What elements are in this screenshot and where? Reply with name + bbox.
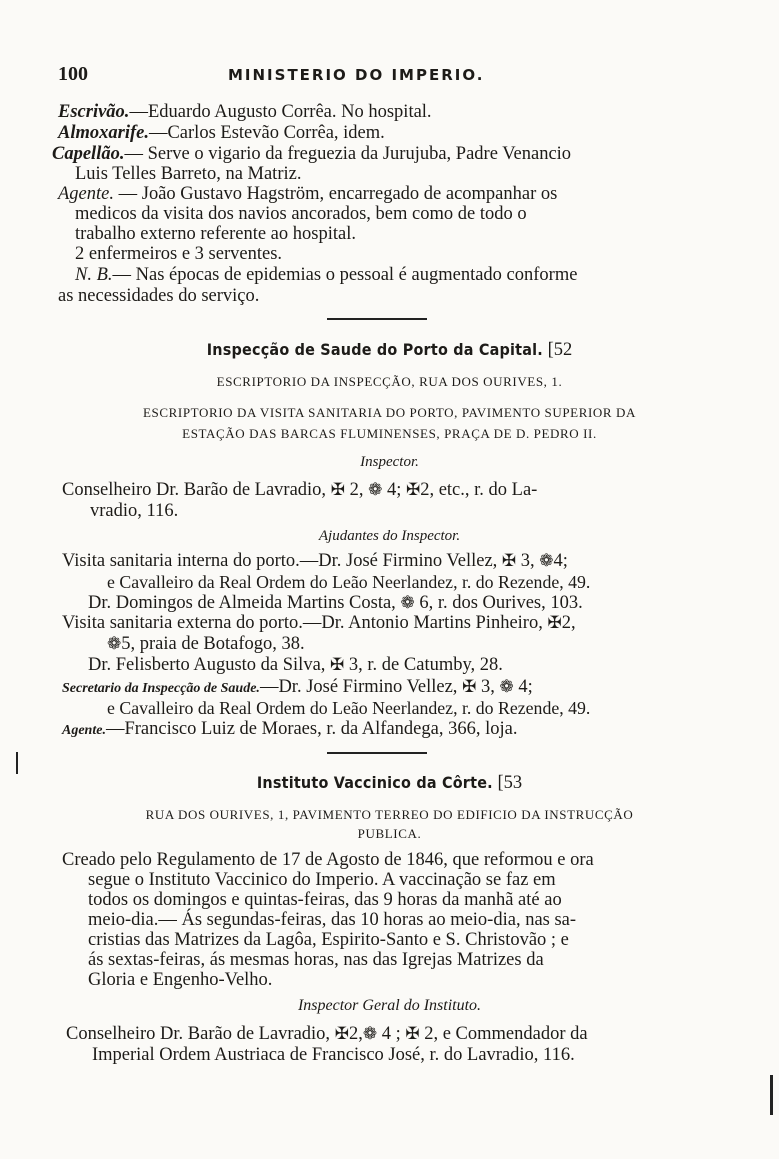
cross-icon: ✠ xyxy=(462,677,477,696)
escrivao-line: Escrivão.—Eduardo Augusto Corrêa. No hospital. xyxy=(58,102,432,122)
body-line-4: meio-dia.— Ás segundas-feiras, das 10 horas ao meio-dia, nas sa- xyxy=(88,910,577,930)
address-visita-2: ESTAÇÃO DAS BARCAS FLUMINENSES, PRAÇA DE D. PEDRO II. xyxy=(182,426,597,441)
divider-2 xyxy=(327,752,427,754)
address-vaccinico-1: RUA DOS OURIVES, 1, PAVIMENTO TERREO DO EDIFICIO DA INSTRUCÇÃO xyxy=(145,807,634,822)
inspector-geral-line-2: Imperial Ordem Austriaca de Francisco José, r. do Lavradio, 116. xyxy=(92,1045,575,1065)
inspector-line-1: Conselheiro Dr. Barão de Lavradio, ✠ 2, ❁ 4; ✠2, etc., r. do La- xyxy=(62,480,538,500)
cross-icon: ✠ xyxy=(405,480,421,499)
ajudante-line-5: ❁5, praia de Botafogo, 38. xyxy=(107,634,305,654)
agente-inspeccao-line: Agente.—Francisco Luiz de Moraes, r. da Alfandega, 366, loja. xyxy=(62,719,518,739)
agente-line-3: trabalho externo referente ao hospital. xyxy=(75,224,356,244)
cross-icon: ✠ xyxy=(330,655,345,674)
capellao-line-2: Luis Telles Barreto, na Matriz. xyxy=(75,164,302,184)
staff-line: 2 enfermeiros e 3 serventes. xyxy=(75,244,283,264)
rosette-icon: ❁ xyxy=(400,593,415,612)
rosette-icon: ❁ xyxy=(107,634,122,653)
divider-1 xyxy=(327,318,427,320)
body-line-5: cristias das Matrizes da Lagôa, Espirito-Santo e S. Christovão ; e xyxy=(88,930,569,950)
scan-mark-left xyxy=(16,752,18,774)
body-line-6: ás sextas-feiras, ás mesmas horas, nas das Igrejas Matrizes da xyxy=(88,950,544,970)
section-title-vaccinico: Instituto Vaccinico da Côrte. [53 xyxy=(256,773,523,793)
almoxarife-line: Almoxarife.—Carlos Estevão Corrêa, idem. xyxy=(58,123,385,143)
cross-icon: ✠ xyxy=(547,613,562,632)
ajudante-line-1: Visita sanitaria interna do porto.—Dr. José Firmino Vellez, ✠ 3, ❁4; xyxy=(62,551,568,571)
inspector-line-2: vradio, 116. xyxy=(90,501,179,521)
secretario-line-1: Secretario da Inspecção de Saude.—Dr. José Firmino Vellez, ✠ 3, ❁ 4; xyxy=(62,677,533,697)
page-header xyxy=(58,63,698,89)
body-line-2: segue o Instituto Vaccinico do Imperio. A vaccinação se faz em xyxy=(88,870,556,890)
rosette-icon: ❁ xyxy=(539,551,554,570)
address-visita-1: ESCRIPTORIO DA VISITA SANITARIA DO PORTO, PAVIMENTO SUPERIOR DA xyxy=(142,405,637,420)
inspector-geral-line-1: Conselheiro Dr. Barão de Lavradio, ✠2,❁ 4 ; ✠ 2, e Commendador da xyxy=(66,1024,588,1044)
ajudante-line-2: e Cavalleiro da Real Ordem do Leão Neerlandez, r. do Rezende, 49. xyxy=(107,572,591,592)
ajudante-line-4: Visita sanitaria externa do porto.—Dr. Antonio Martins Pinheiro, ✠2, xyxy=(62,613,576,633)
inspector-geral-heading: Inspector Geral do Instituto. xyxy=(297,997,482,1014)
agente-line-2: medicos da visita dos navios ancorados, bem como de todo o xyxy=(75,204,527,224)
cross-icon: ✠ xyxy=(405,1024,420,1043)
page-number: 100 xyxy=(58,63,88,85)
capellao-line-1: Capellão.— Serve o vigario da freguezia da Jurujuba, Padre Venancio xyxy=(52,144,572,164)
body-line-1: Creado pelo Regulamento de 17 de Agosto de 1846, que reformou e ora xyxy=(62,850,594,870)
nb-line-2: as necessidades do serviço. xyxy=(58,286,260,306)
cross-icon: ✠ xyxy=(501,551,517,570)
body-line-7: Gloria e Engenho-Velho. xyxy=(88,970,273,990)
secretario-line-2: e Cavalleiro da Real Ordem do Leão Neerlandez, r. do Rezende, 49. xyxy=(107,698,591,718)
cross-icon: ✠ xyxy=(334,1024,349,1043)
agente-line-1: Agente. — João Gustavo Hagström, encarregado de acompanhar os xyxy=(58,184,558,204)
scan-mark-right xyxy=(770,1075,773,1115)
cross-icon: ✠ xyxy=(330,480,345,499)
address-inspeccao: ESCRIPTORIO DA INSPECÇÃO, RUA DOS OURIVES, 1. xyxy=(216,374,563,389)
rosette-icon: ❁ xyxy=(368,480,383,499)
ajudante-line-3: Dr. Domingos de Almeida Martins Costa, ❁ 6, r. dos Ourives, 103. xyxy=(88,593,583,613)
ajudante-line-6: Dr. Felisberto Augusto da Silva, ✠ 3, r. de Catumby, 28. xyxy=(88,655,503,675)
nb-line-1: N. B.— Nas épocas de epidemias o pessoal é augmentado conforme xyxy=(75,265,578,285)
rosette-icon: ❁ xyxy=(499,677,514,696)
inspector-heading: Inspector. xyxy=(360,454,419,470)
running-title: MINISTERIO DO IMPERIO. xyxy=(228,66,485,84)
ajudantes-heading: Ajudantes do Inspector. xyxy=(318,528,461,544)
address-vaccinico-2: PUBLICA. xyxy=(357,826,422,841)
body-line-3: todos os domingos e quintas-feiras, das 9 horas da manhã até ao xyxy=(88,890,562,910)
section-title-inspeccao: Inspecção de Saude do Porto da Capital. [52 xyxy=(206,340,573,360)
rosette-icon: ❁ xyxy=(362,1024,378,1043)
